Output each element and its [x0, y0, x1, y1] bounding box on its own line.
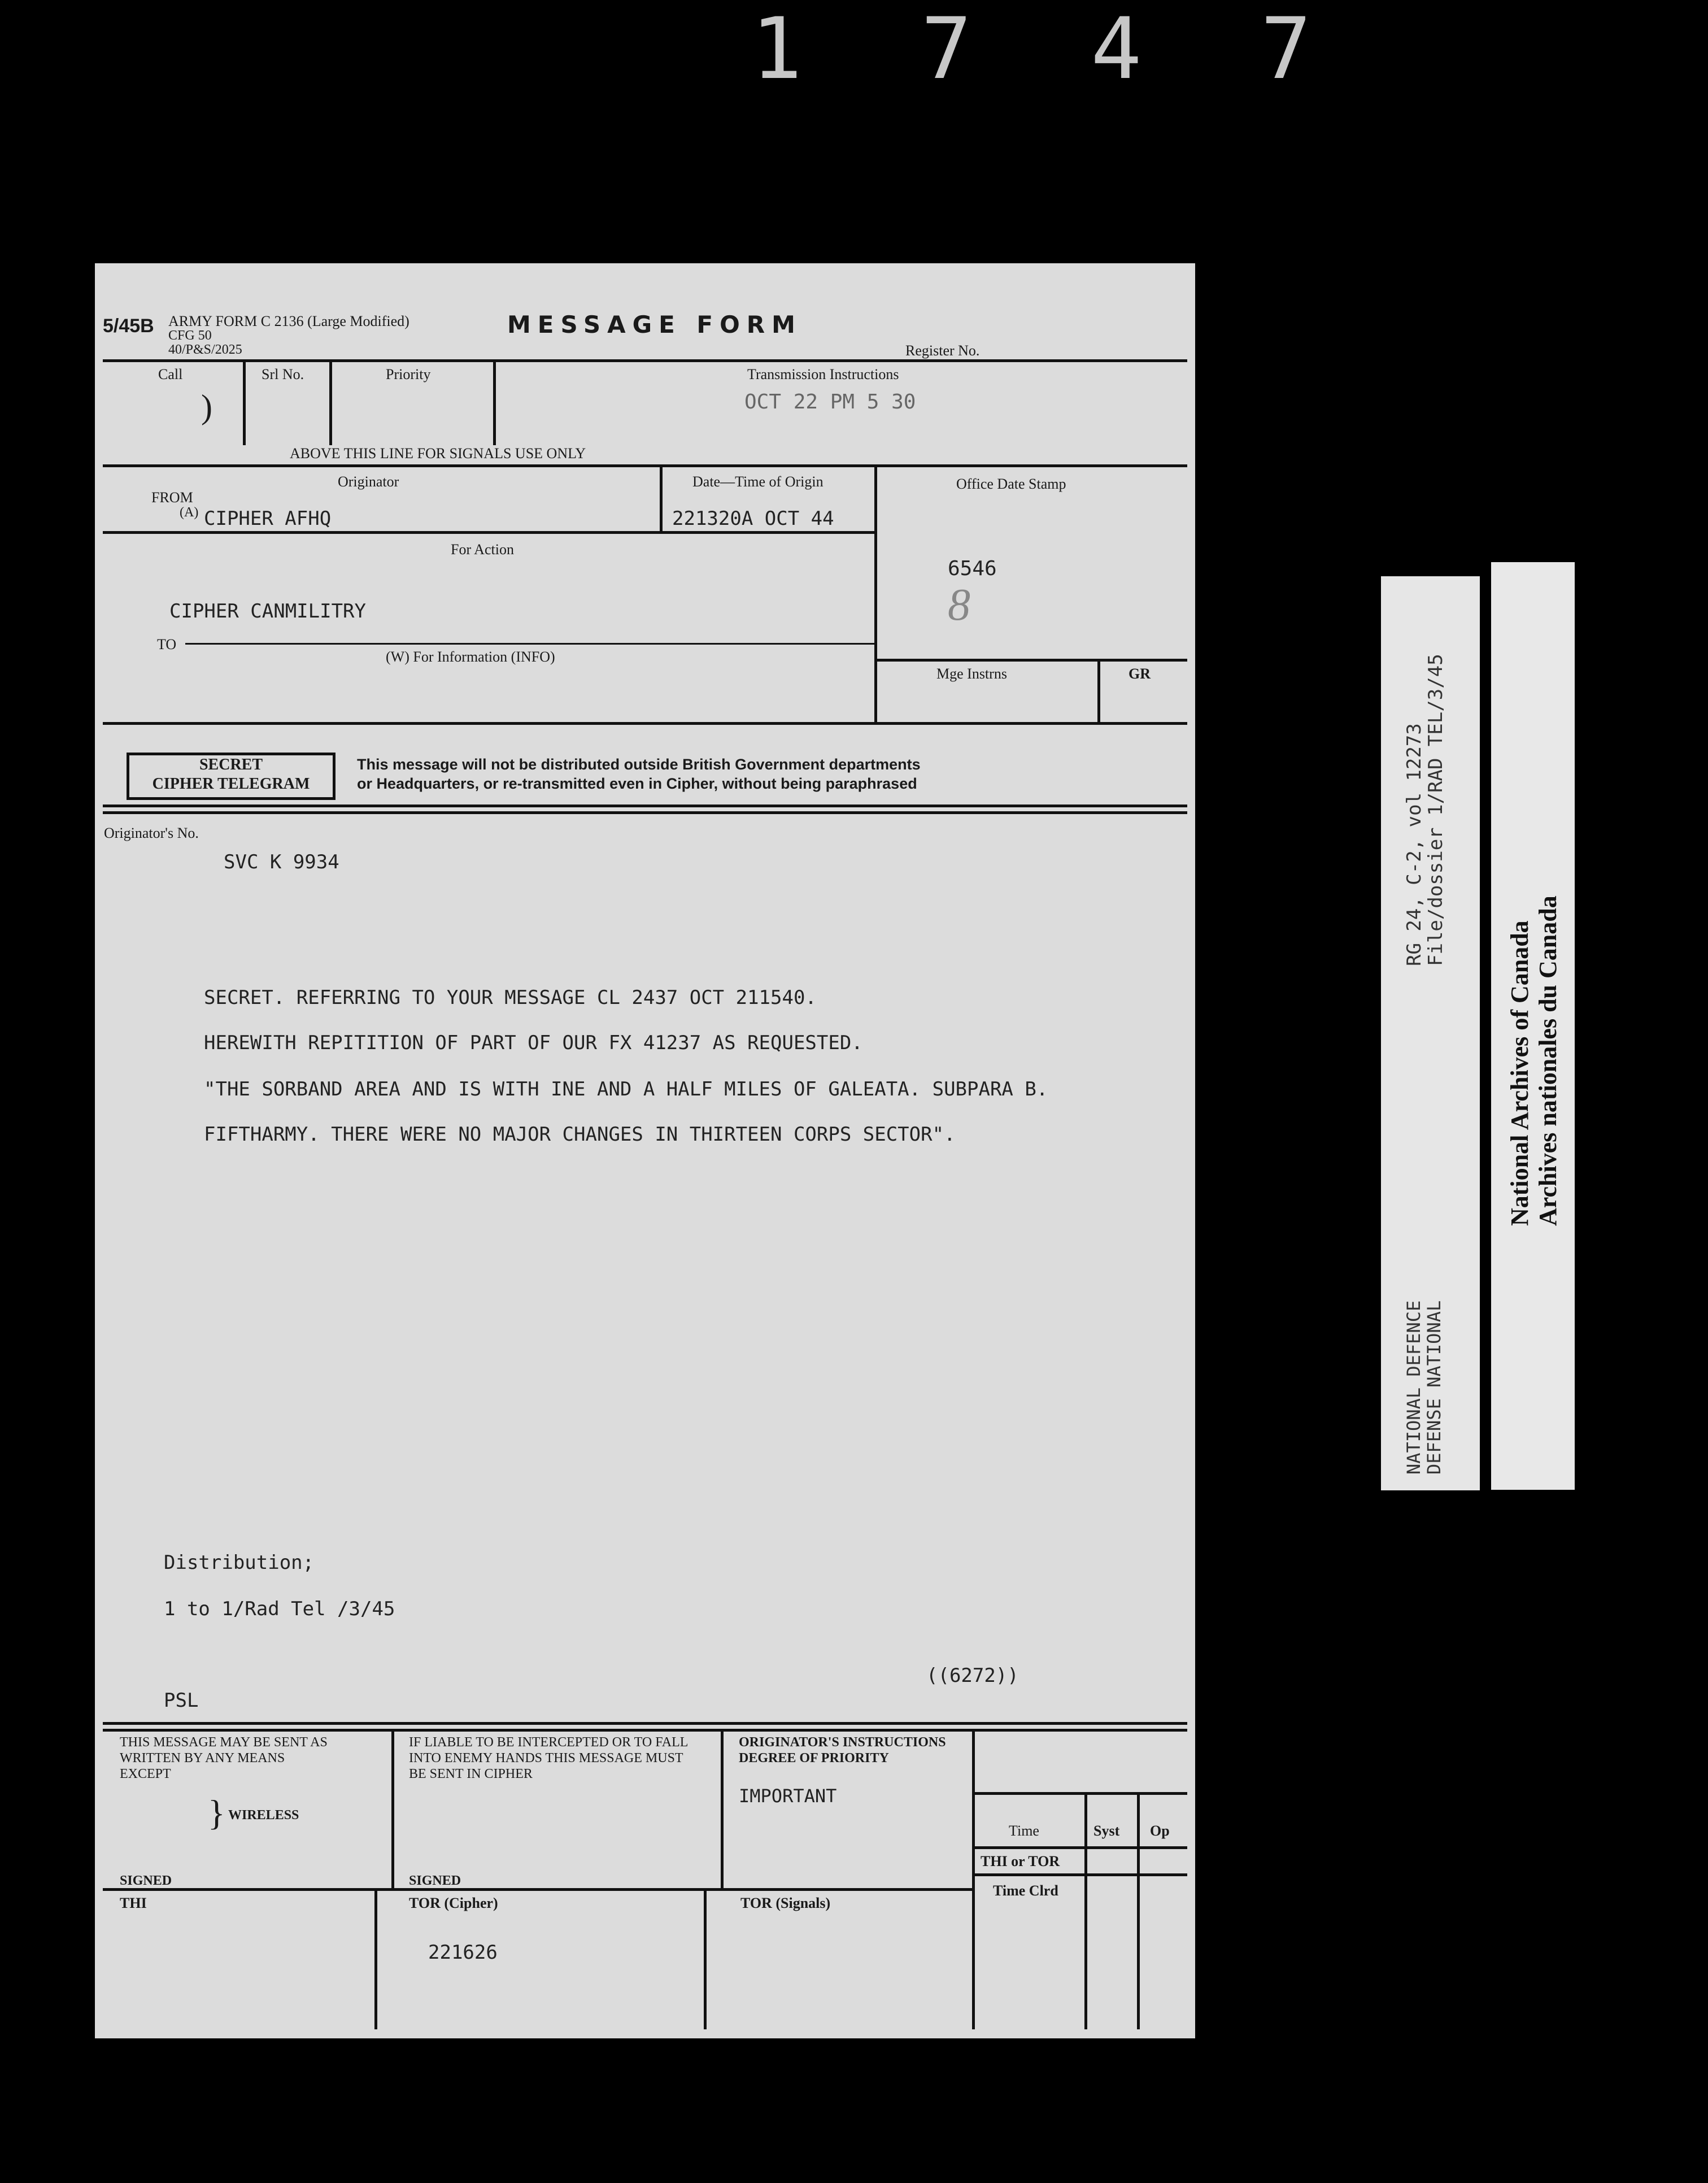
- send-as-block: [120, 1734, 363, 1782]
- thi-label: THI: [120, 1895, 147, 1911]
- syst-label: Syst: [1093, 1823, 1120, 1839]
- message-line-4: FIFTHARMY. THERE WERE NO MAJOR CHANGES IN THIRTEEN CORPS SECTOR".: [204, 1123, 956, 1146]
- call-value: ): [201, 388, 212, 425]
- message-line-3: "THE SORBAND AREA AND IS WITH INE AND A HALF MILES OF GALEATA. SUBPARA B.: [204, 1078, 1048, 1101]
- transmission-stamp: OCT 22 PM 5 30: [744, 390, 916, 414]
- op-label: Op: [1150, 1823, 1170, 1839]
- time-clrd-label: Time Clrd: [993, 1882, 1058, 1899]
- tor-cipher-label: TOR (Cipher): [409, 1895, 498, 1911]
- to-label: TO: [157, 636, 177, 653]
- distribution-notice: [357, 755, 921, 793]
- date-time-label: Date—Time of Origin: [692, 473, 823, 490]
- archive-file-line: File/dossier 1/RAD TEL/3/45: [1424, 654, 1447, 966]
- department-en: NATIONAL DEFENCE: [1403, 1300, 1424, 1475]
- from-label: FROM: [151, 489, 193, 506]
- reel-number: 1 7 4 7: [751, 0, 1346, 98]
- department-label: [1404, 1301, 1444, 1475]
- thi-or-tor-label: THI or TOR: [981, 1853, 1060, 1869]
- army-form-label: ARMY FORM C 2136 (Large Modified): [168, 313, 409, 329]
- send-as-line-3: EXCEPT: [120, 1767, 171, 1781]
- mge-instrns-label: Mge Instrns: [936, 666, 1007, 682]
- signed-label-1: SIGNED: [120, 1873, 172, 1888]
- tor-cipher-value: 221626: [428, 1941, 498, 1964]
- priority-value: IMPORTANT: [739, 1785, 837, 1807]
- office-stamp-number: 6546: [948, 557, 997, 580]
- archive-reference: [1404, 654, 1446, 966]
- message-form: [95, 263, 1195, 2038]
- send-as-line-2: WRITTEN BY ANY MEANS: [120, 1751, 285, 1765]
- signed-label-2: SIGNED: [409, 1873, 461, 1888]
- archives-fr: Archives nationales du Canada: [1534, 895, 1562, 1226]
- send-as-line-1: THIS MESSAGE MAY BE SENT AS: [120, 1735, 328, 1750]
- orig-instr-line-1: ORIGINATOR'S INSTRUCTIONS: [739, 1735, 946, 1750]
- secret-cipher-box: [127, 753, 336, 800]
- srl-no-label: Srl No.: [262, 366, 304, 382]
- info-label: (W) For Information (INFO): [386, 649, 555, 665]
- cipher-line-3: BE SENT IN CIPHER: [409, 1767, 533, 1781]
- archives-en: National Archives of Canada: [1506, 920, 1533, 1226]
- form-title: MESSAGE FORM: [507, 311, 802, 338]
- originators-instructions: [739, 1734, 946, 1766]
- department-fr: DEFENSE NATIONAL: [1423, 1300, 1445, 1475]
- orig-instr-line-2: DEGREE OF PRIORITY: [739, 1751, 889, 1765]
- reference-number: ((6272)): [926, 1664, 1019, 1687]
- office-stamp-mark: 8: [948, 580, 970, 630]
- archive-reference-strip: [1381, 576, 1480, 1490]
- originators-no-label: Originator's No.: [104, 825, 199, 841]
- archives-canada-label: [1506, 895, 1562, 1226]
- office-date-stamp-label: Office Date Stamp: [956, 476, 1066, 492]
- notice-line-1: This message will not be distributed outside British Government departments: [357, 756, 921, 773]
- from-prefix: (A): [180, 505, 199, 520]
- originators-no-value: SVC K 9934: [224, 851, 339, 873]
- cfg-label: CFG 50: [168, 328, 212, 343]
- register-no-label: Register No.: [905, 342, 980, 359]
- form-ref: 40/P&S/2025: [168, 342, 242, 357]
- for-action-label: For Action: [451, 541, 514, 558]
- cipher-line-1: IF LIABLE TO BE INTERCEPTED OR TO FALL: [409, 1735, 689, 1750]
- archives-canada-strip: [1491, 562, 1575, 1490]
- transmission-instructions-label: Transmission Instructions: [747, 366, 899, 382]
- call-label: Call: [158, 366, 183, 382]
- form-code: 5/45B: [103, 315, 154, 337]
- from-value: CIPHER AFHQ: [204, 507, 332, 530]
- notice-line-2: or Headquarters, or re-transmitted even in Cipher, without being paraphrased: [357, 775, 917, 792]
- cipher-telegram-label: CIPHER TELEGRAM: [152, 775, 310, 793]
- tor-signals-label: TOR (Signals): [740, 1895, 831, 1911]
- brace-icon: }: [208, 1793, 225, 1833]
- signals-use-notice: ABOVE THIS LINE FOR SIGNALS USE ONLY: [290, 445, 586, 462]
- cipher-instruction-block: [409, 1734, 688, 1782]
- wireless-label: WIRELESS: [228, 1808, 299, 1823]
- priority-label: Priority: [386, 366, 431, 382]
- message-line-1: SECRET. REFERRING TO YOUR MESSAGE CL 2437 OCT 211540.: [204, 986, 817, 1009]
- initials: PSL: [164, 1689, 199, 1712]
- message-line-2: HEREWITH REPITITION OF PART OF OUR FX 41237 AS REQUESTED.: [204, 1032, 863, 1054]
- to-value: CIPHER CANMILITRY: [169, 600, 366, 623]
- time-label: Time: [1009, 1823, 1039, 1839]
- date-time-value: 221320A OCT 44: [672, 507, 834, 530]
- gr-label: GR: [1128, 666, 1151, 682]
- distribution-label: Distribution;: [164, 1551, 315, 1574]
- secret-label: SECRET: [199, 756, 263, 773]
- distribution-value: 1 to 1/Rad Tel /3/45: [164, 1598, 395, 1620]
- originator-label: Originator: [338, 473, 399, 490]
- archive-rg-line: RG 24, C-2, vol 12273: [1403, 723, 1426, 966]
- cipher-line-2: INTO ENEMY HANDS THIS MESSAGE MUST: [409, 1751, 683, 1765]
